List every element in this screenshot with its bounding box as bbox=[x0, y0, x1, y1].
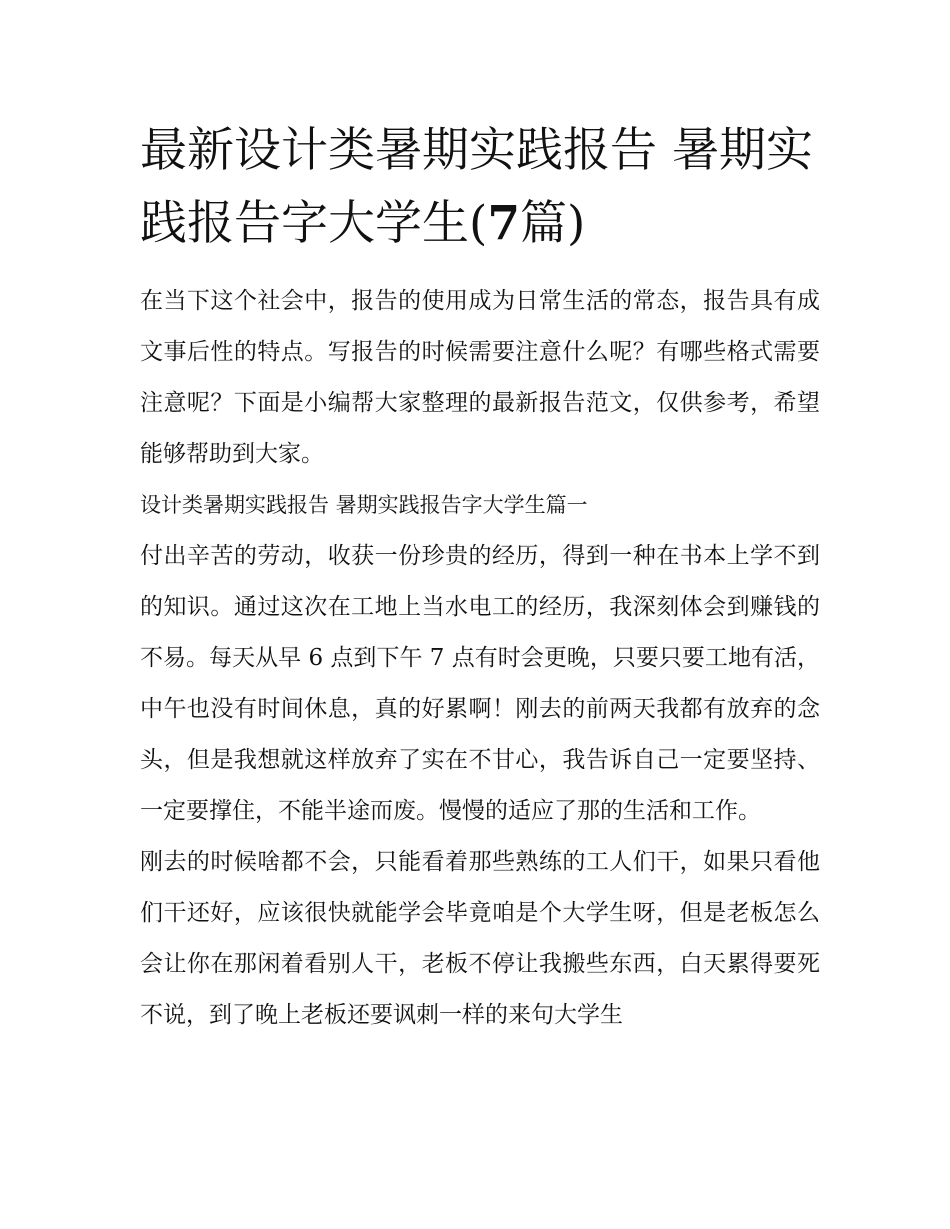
body-paragraph-1: 付出辛苦的劳动，收获一份珍贵的经历，得到一种在书本上学不到的知识。通过这次在工地上当水电工的经历，我深刻体会到赚钱的不易。每天从早 6 点到下午 7 点有时会更晚，只要只要工地有活，中午也没有时间休息，真的好累啊！刚去的前两天我都有放弃的念头，但是我想就这样放弃了实在不甘心，我告诉自己一定要坚持、一定要撑住，不能半途而废。慢慢的适应了那的生活和工作。 bbox=[140, 543, 820, 824]
document-body bbox=[140, 276, 820, 1041]
title-count: 7 bbox=[487, 196, 521, 251]
title-text-part2: 篇) bbox=[520, 196, 586, 251]
section-heading: 设计类暑期实践报告 暑期实践报告字大学生篇一 bbox=[140, 493, 588, 517]
intro-paragraph: 在当下这个社会中，报告的使用成为日常生活的常态，报告具有成文事后性的特点。写报告的时候需要注意什么呢？有哪些格式需要注意呢？下面是小编帮大家整理的最新报告范文，仅供参考，希望能够帮助到大家。 bbox=[140, 288, 820, 467]
title-text-part1: 最新设计类暑期实践报告 暑期实践报告字大学生( bbox=[140, 123, 813, 251]
document-title bbox=[140, 114, 820, 260]
body-paragraph-2: 刚去的时候啥都不会，只能看着那些熟练的工人们干，如果只看他们干还好，应该很快就能学会毕竟咱是个大学生呀，但是老板怎么会让你在那闲着看别人干，老板不停让我搬些东西，白天累得要死不说，到了晚上老板还要讽刺一样的来句大学生 bbox=[140, 849, 820, 1028]
